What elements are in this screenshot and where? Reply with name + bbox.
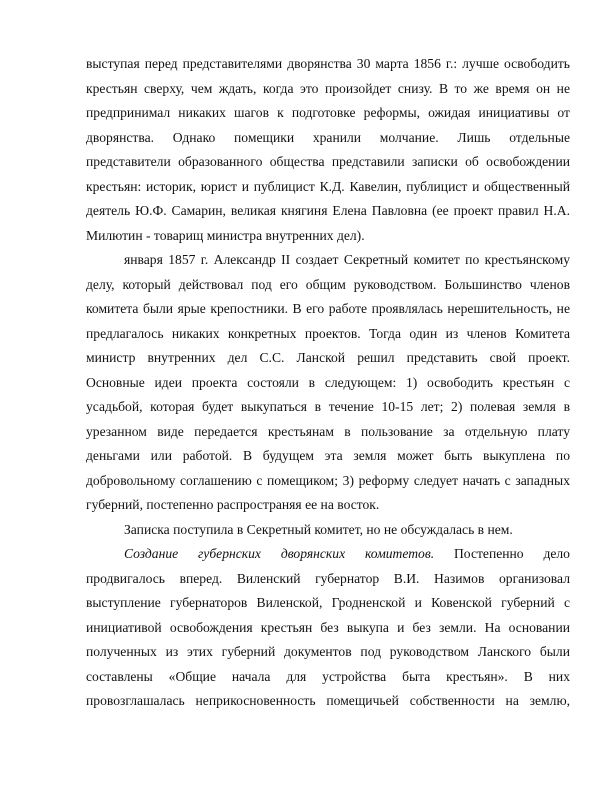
text-line: предпринимал никаких шагов к подготовке реформы, ожидая инициативы от xyxy=(86,105,570,120)
text-line: дворянства. Однако помещики хранили молчание. Лишь отдельные xyxy=(86,129,570,145)
text-line: продвигалось вперед. Виленский губернатор В.И. Назимов организовал xyxy=(86,570,570,586)
paragraph-3 xyxy=(86,518,570,543)
paragraph-1 xyxy=(86,52,570,248)
text-line: Записка поступила в Секретный комитет, но не обсуждалась в нем. xyxy=(124,521,513,537)
text-line: составлены «Общие начала для устройства быта крестьян». В них xyxy=(86,668,570,684)
text-line: представители образованного общества представили записки об освобождении xyxy=(86,154,570,169)
text-line: комитета были ярые крепостники. В его работе проявлялась нерешительность, не xyxy=(86,301,570,316)
text-line: деятель Ю.Ф. Самарин, великая княгиня Елена Павловна (ее проект правил Н.А. xyxy=(86,203,570,218)
heading-trailing-text: Постепенно дело xyxy=(434,546,570,561)
text-line: выступая перед представителями дворянства 30 марта 1856 г.: лучше освободить xyxy=(86,56,570,71)
text-line: инициативой освобождения крестьян без выкупа и без земли. На основании xyxy=(86,619,570,635)
text-line: усадьбой, которая будет выкупаться в течение 10-15 лет; 2) полевая земля в xyxy=(86,399,570,414)
text-line: урезанном виде передается крестьянам в пользование за отдельную плату xyxy=(86,423,570,439)
paragraph-2 xyxy=(86,248,570,518)
document-body xyxy=(86,52,570,714)
text-line: добровольному соглашению с помещиком; 3) реформу следует начать с западных xyxy=(86,472,570,488)
text-line: делу, который действовал под его общим руководством. Большинство членов xyxy=(86,276,570,292)
text-line: выступление губернаторов Виленской, Гродненской и Ковенской губерний с xyxy=(86,595,570,610)
text-line: предлагалось никаких конкретных проектов. Тогда один из членов Комитета xyxy=(86,325,570,341)
text-line: губерний, постепенно распространяя ее на восток. xyxy=(86,497,380,512)
text-line: января 1857 г. Александр II создает Секретный комитет по крестьянскому xyxy=(124,252,570,267)
text-line: Милютин - товарищ министра внутренних дел). xyxy=(86,227,365,243)
text-line: полученных из этих губерний документов под руководством Ланского были xyxy=(86,644,570,659)
text-line: деньгами или работой. В будущем эта земля может быть выкуплена по xyxy=(86,448,570,463)
text-line: министр внутренних дел С.С. Ланской решил представить свой проект. xyxy=(86,350,570,365)
text-line xyxy=(86,542,570,567)
section-heading: Создание губернских дворянских комитетов. xyxy=(124,546,435,561)
text-line: провозглашалась неприкосновенность помещичьей собственности на землю, xyxy=(86,693,570,708)
text-line: крестьян сверху, чем ждать, когда это произойдет снизу. В то же время он не xyxy=(86,80,570,96)
text-line: крестьян: историк, юрист и публицист К.Д. Кавелин, публицист и общественный xyxy=(86,178,570,194)
text-line: Основные идеи проекта состояли в следующем: 1) освободить крестьян с xyxy=(86,374,570,390)
paragraph-4 xyxy=(86,542,570,714)
